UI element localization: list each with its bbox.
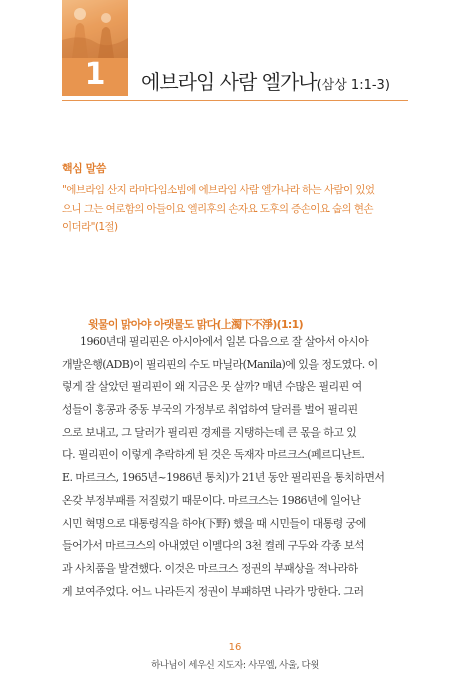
chapter-number: 1 [84,57,106,92]
key-verse-line: 으니 그는 여로함의 아들이요 엘리후의 손자요 도후의 증손이요 숩의 현손 [62,202,373,215]
chapter-reference: (삼상 1:1-3) [316,78,390,93]
chapter-title-text: 에브라임 사람 엘가나 [141,70,317,94]
body-line: E. 마르크스, 1965년~1986년 통치)가 21년 동안 필리핀을 통치하면서 [62,471,385,485]
body-line: 게 보여주었다. 어느 나라든지 정권이 부패하면 나라가 망한다. 그러 [62,584,364,598]
key-verse-text [62,181,414,237]
key-verse-line: "에브라임 산지 라마다임소빔에 에브라임 사람 엘가나라 하는 사람이 있었 [62,184,375,196]
body-line: 성들이 홍콩과 중동 부국의 가정부로 취업하여 달러를 벌어 필리핀 [62,403,358,417]
chapter-illustration [62,0,128,58]
body-line: 시민 혁명으로 대통령직을 하야(下野) 했을 때 시민들이 대통령 궁에 [62,516,366,530]
body-paragraph [62,331,406,603]
illustration-figures-icon [62,0,128,58]
section-title: 윗물이 맑아야 아랫물도 맑다(上濁下不淨)(1:1) [88,318,303,331]
chapter-badge [62,0,128,96]
chapter-title [141,66,390,95]
key-verse-line: 이더라"(1절) [62,221,118,233]
body-line: 다. 필리핀이 이렇게 추락하게 된 것은 독재자 마르크스(페르디난트. [62,448,365,462]
body-line: 온갖 부정부패를 저질렀기 때문이다. 마르크스는 1986년에 일어난 [62,493,361,507]
body-line: 1960년대 필리핀은 아시아에서 일본 다음으로 잘 살아서 아시아 [80,335,369,348]
title-divider [62,100,408,101]
body-line: 과 사치품을 발견했다. 이것은 마르크스 정권의 부패상을 적나라하 [62,561,358,575]
key-verse-label: 핵심 말씀 [62,162,106,175]
body-line: 들어가서 마르크스의 아내였던 이멜다의 3천 켤레 구두와 각종 보석 [62,539,365,553]
body-line: 으로 보내고, 그 달러가 필리핀 경제를 지탱하는데 큰 몫을 하고 있 [62,425,357,439]
page-number: 16 [228,642,242,653]
body-line: 개발은행(ADB)이 필리핀의 수도 마닐라(Manila)에 있을 정도였다. 이 [62,357,378,371]
body-line: 렇게 잘 살았던 필리핀이 왜 지금은 못 살까? 매년 수많은 필리핀 여 [62,380,362,394]
running-footer: 하나님이 세우신 지도자: 사무엘, 사울, 다윗 [151,660,319,671]
